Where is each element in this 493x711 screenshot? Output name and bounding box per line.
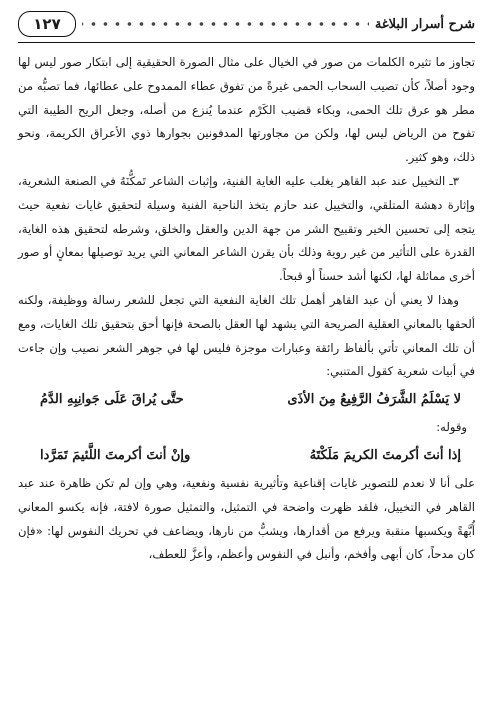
verse-first-hemistich: إذا أنتَ أكرمتَ الكريمَ مَلَكْتَهُ xyxy=(309,447,461,463)
verse-mutanabbi-1 xyxy=(18,384,475,416)
paragraph-point-three: ٣ـ التخييل عند عبد القاهر يغلب عليه الغاية الفنية، وإثبات الشاعر تَمكُّنَهُ في الصنعة الشعرية، وإثارة دهشة المتلقي، والتخييل عند حازم يتخذ الناحية الفنية وسيلة لتحقيق غايات نفعية حيث يتجه إلى تحسين الخير وتقبيح الشر من جهة الدين والعقل والخلق، وشرطه لتحقيق هذه الغاية، القدرة على التأثير من غير روية وذلك بأن يقرن الشاعر المعاني التي يريد توصيلها بمعانٍ أو صور أخرى مماثلة لها، لكنها أشد حسناً أو قبحاً. xyxy=(18,173,475,284)
page-number: ١٢٧ xyxy=(18,11,76,37)
paragraph-useful-purpose: وهذا لا يعني أن عبد القاهر أهمل تلك الغاية النفعية التي تجعل للشعر رسالة ووظيفة، ولكنه ألحقها بالمعاني العقلية الصريحة التي يشهد لها العقل بالصحة فإنها أحق بتحقيق تلك الغايات، ومع أن تلك المعاني تأتي بألفاظ رائقة وعبارات موجزة فليس لها في جوهر الشعر نصيب وإن جاءت في أبيات شعرية كقول المتنبي: xyxy=(18,292,475,379)
running-head: شرح أسرار البلاغة xyxy=(374,16,475,32)
page-header xyxy=(18,6,475,43)
verse-first-hemistich: لا يَسْلَمُ الشَّرَفُ الرَّفِيعُ مِنَ الأذَى xyxy=(287,392,461,408)
paragraph-imagination-examples: تجاوز ما تثيره الكلمات من صور في الخيال على مثال الصورة الحقيقية إلى ابتكار صور ليس لها وجود أصلاً، كأن تصيب السحاب الحمى غيرةً من تفوق عطاء الممدوح على عطائها، فما تصبُّه من مطر هو عرق تلك الحمى، وبكاء قضيب الكَرْم عندما يُنزع من أصله، وجعل الريح الطيبة التي تفوح من الرياض ليس لها، ولكن من مجاورتها المدفونين بجوارها ذوي الأعراق الكريمة، ونحو ذلك، وهو كثير. xyxy=(18,55,475,165)
paragraph-closing: على أنا لا نعدم للتصوير غايات إقناعية وتأثيرية نفسية ونفعية، وهي وإن لم تكن ظاهرة عند عبد القاهر في التخييل، فلقد ظهرت واضحة في التمثيل، والتمثيل صورة لافتة، فإنه يكسو المعاني أُبَّهةً ويكسبها منقبة ويرفع من أقدارها، ويشبُّ من نارها، ويضاعف في تحريك النفوس لها: «فإن كان مدحاً، كان أبهى وأفخم، وأنبل في النفوس وأعظم، وأعزَّ للعطف، xyxy=(18,475,475,562)
verse-mutanabbi-2 xyxy=(18,440,475,472)
verse-second-hemistich: وإنْ أنتَ أكرمتَ اللَّئيمَ تَمَرَّدا xyxy=(40,447,191,463)
verse-second-hemistich: حتَّى يُراقَ عَلَى جَوانِبِهِ الدَّمُ xyxy=(40,392,184,408)
verse-intro: وقوله: xyxy=(436,420,467,435)
page-body xyxy=(18,51,475,567)
header-ornament xyxy=(82,17,369,31)
